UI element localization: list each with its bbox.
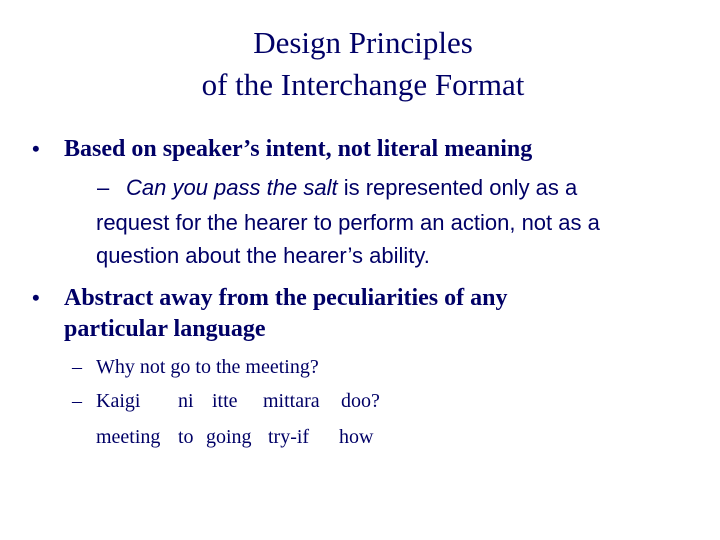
japanese-word: Kaigi xyxy=(96,390,141,412)
gloss-word: to xyxy=(178,426,194,448)
subitem-1-line-3: question about the hearer’s ability. xyxy=(96,243,430,268)
subitem-2-1-text: Why not go to the meeting? xyxy=(96,356,319,378)
bullet-2-line-1: Abstract away from the peculiarities of any xyxy=(64,285,508,311)
title-line-1: Design Principles xyxy=(253,25,473,60)
example-sentence: Can you pass the salt xyxy=(126,175,338,200)
japanese-word: doo? xyxy=(341,390,380,412)
subitem-1-line-1 xyxy=(126,173,577,203)
title-line-2: of the Interchange Format xyxy=(201,67,525,102)
gloss-word: going xyxy=(206,426,252,448)
japanese-word: ni xyxy=(178,390,194,412)
bullet-marker: • xyxy=(32,285,40,310)
bullet-2-line-2: particular language xyxy=(64,316,266,342)
subitem-marker: – xyxy=(97,175,110,200)
bullet-marker: • xyxy=(32,136,40,161)
japanese-word: mittara xyxy=(263,390,320,412)
gloss-word: meeting xyxy=(96,426,161,448)
japanese-word: itte xyxy=(212,390,238,412)
gloss-word: how xyxy=(339,426,374,448)
slide-title xyxy=(0,22,720,106)
gloss-word: try-if xyxy=(268,426,310,448)
subitem-marker: – xyxy=(72,390,82,412)
subitem-marker: – xyxy=(72,356,82,378)
subitem-1-line-2: request for the hearer to perform an action, not as a xyxy=(96,210,600,235)
bullet-1-line-1: Based on speaker’s intent, not literal meaning xyxy=(64,136,533,162)
subitem-1-line-1-rest: is represented only as a xyxy=(337,175,578,200)
